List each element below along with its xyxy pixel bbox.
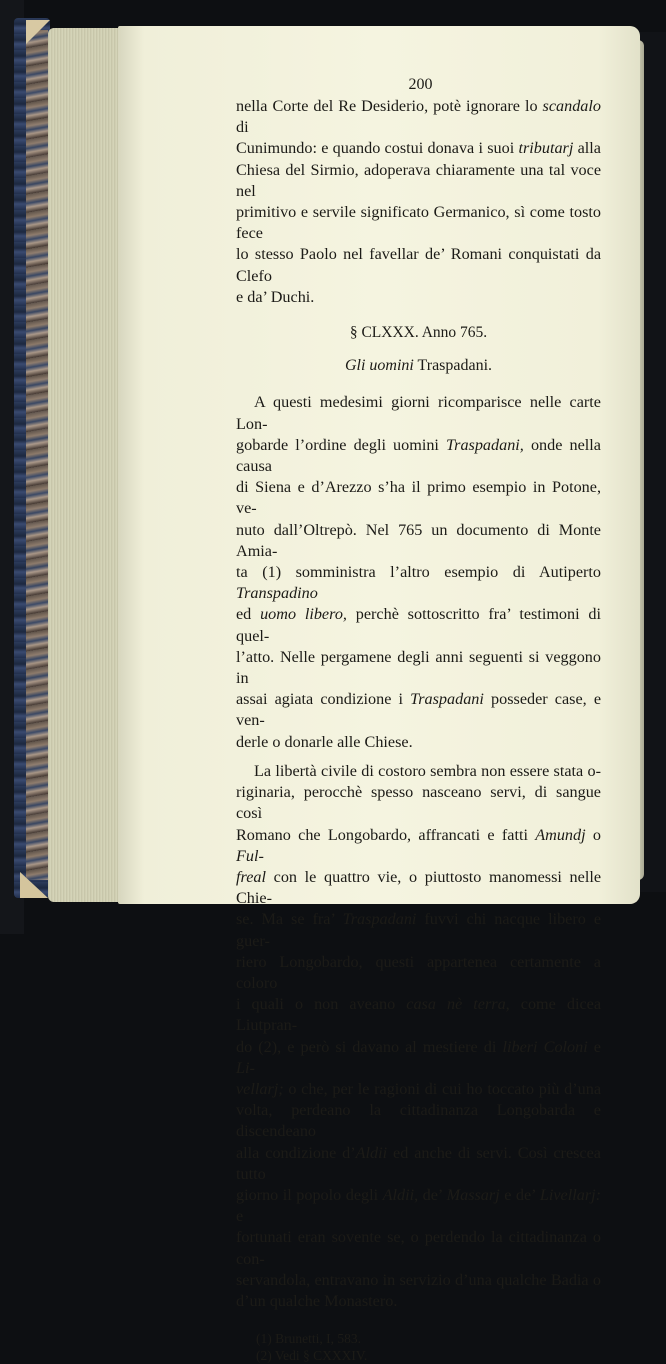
text-line: do (2), e però si davano al mestiere di liberi Coloni e Li-	[236, 1037, 601, 1077]
subheading-plain: Traspadani.	[413, 357, 493, 375]
text-line: A questi medesimi giorni ricomparisce nelle carte Lon-	[236, 393, 601, 433]
text-line: derle o donarle alle Chiese.	[236, 732, 413, 751]
text-line: se. Ma se fra’ Traspadani fuvvi chi nacque libero e guer-	[236, 910, 601, 950]
text-line: nella Corte del Re Desiderio, potè ignorare lo scandalo di	[236, 97, 601, 137]
text-line: i quali o non aveano casa nè terra, come dicea Liutpran-	[236, 995, 602, 1035]
page-stack-edges	[48, 28, 120, 902]
text-line: e da’ Duchi.	[236, 287, 315, 306]
text-line: primitivo e servile significato Germanico, sì come tosto fece	[236, 203, 601, 243]
footnote-1: (1) Brunetti, I, 583.	[256, 1331, 361, 1347]
text-line: lo stesso Paolo nel favellar de’ Romani conquistati da Clefo	[236, 245, 601, 285]
text-line: volta, perdeano la cittadinanza Longobarda e discendeano	[236, 1101, 601, 1141]
text-line: ed uomo libero, perchè sottoscritto fra’ testimoni di quel-	[236, 605, 602, 645]
text-line: d’un qualche Monastero.	[236, 1291, 398, 1310]
text-line: fortunati eran sovente se, o perdendo la cittadinanza o con-	[236, 1228, 601, 1268]
text-line: riginaria, perocchè spesso nasceano servi, di sangue così	[236, 783, 601, 823]
footnotes	[236, 1330, 601, 1364]
text-line: servandola, entravano in servizio d’una qualche Badia o	[236, 1270, 601, 1289]
text-line: di Siena e d’Arezzo s’ha il primo esempio in Potone, ve-	[236, 478, 601, 518]
text-line: gobarde l’ordine degli uomini Traspadani, onde nella causa	[236, 435, 601, 476]
page-number: 200	[408, 76, 433, 93]
text-line: ta (1) somministra l’altro esempio di Autiperto Transpadino	[236, 563, 601, 603]
text-line: l’atto. Nelle pergamene degli anni seguenti si veggono in	[236, 647, 601, 688]
text-line: freal con le quattro vie, o piuttosto manomessi nelle Chie-	[236, 867, 601, 908]
text-line: Romano che Longobardo, affrancati e fatti Amundj o Ful-	[236, 825, 602, 865]
text-line: assai agiata condizione i Traspadani posseder case, e ven-	[236, 690, 602, 730]
text-line: Cunimundo: e quando costui donava i suoi tributarj alla	[236, 139, 601, 158]
cover-corner-bottom	[20, 872, 48, 898]
text-line: alla condizione d’Aldii ed anche di servi. Così cresceа tutto	[236, 1143, 601, 1183]
text-line: giorno il popolo degli Aldii, de’ Massarj e de’ Livellarj: e	[236, 1185, 602, 1226]
page-text	[236, 74, 601, 1364]
text-line: vellarj; o che, per le ragioni di cui ho toccato più d’una	[236, 1079, 601, 1098]
section-heading: § CLXXX. Anno 765.	[349, 324, 488, 342]
text-line: Chiesa del Sirmio, adoperava chiaramente una tal voce nel	[236, 160, 601, 200]
text-line: nuto dall’Oltrepò. Nel 765 un documento di Monte Amia-	[236, 520, 601, 560]
section-subheading	[236, 355, 601, 376]
paragraph-3	[236, 761, 601, 1312]
paragraph-2	[236, 392, 601, 752]
footnote-2: (2) Vedi § CXXXIV.	[256, 1348, 368, 1364]
text-line: riero Longobardo, questi appartenea certamente a coloro	[236, 952, 601, 992]
marbled-endpaper	[26, 30, 48, 880]
cover-corner-top	[26, 20, 50, 44]
subheading-italic: Gli uomini	[344, 357, 414, 375]
text-line: La libertà civile di costoro sembra non essere stata o-	[254, 761, 601, 780]
paragraph-continued	[236, 96, 601, 308]
